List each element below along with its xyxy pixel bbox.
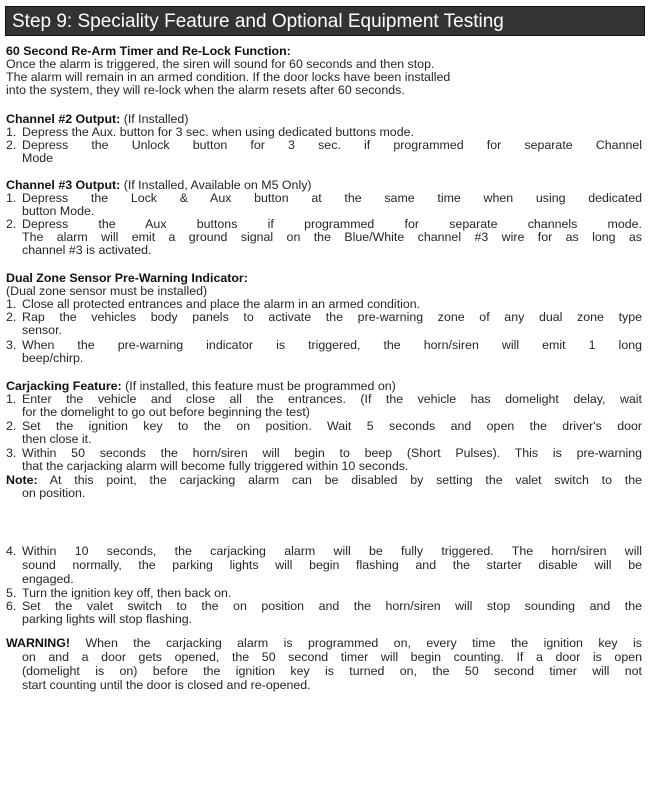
list-number: 2. <box>6 310 17 324</box>
carjack-item-text: Enter the vehicle and close all the entrances. (If the vehicle has domelight delay, wait <box>22 392 642 406</box>
list-number: 4. <box>6 544 17 558</box>
carjack-heading-row <box>6 379 396 393</box>
rearm-heading: 60 Second Re-Arm Timer and Re-Lock Function: <box>6 44 291 58</box>
dual-item-text: sensor. <box>22 323 62 337</box>
carjack-item-text: that the carjacking alarm will become fully triggered within 10 seconds. <box>22 459 409 473</box>
carjack-item-text: then close it. <box>22 432 92 446</box>
dual-item-text: Close all protected entrances and place the alarm in an armed condition. <box>22 297 421 311</box>
carjack-item-text: Within 10 seconds, the carjacking alarm will be fully triggered. The horn/siren will <box>22 544 642 558</box>
carjack-item-text: sound normally, the parking lights will begin flashing and the starter disable will be <box>22 558 642 572</box>
list-number: 3. <box>6 338 17 352</box>
warning-row <box>6 636 642 650</box>
carjack-note-text: on position. <box>22 486 86 500</box>
list-number: 2. <box>6 217 17 231</box>
list-number: 6. <box>6 599 17 613</box>
warning-text: start counting until the door is closed and re-opened. <box>22 678 311 692</box>
dual-item-text: beep/chirp. <box>22 351 84 365</box>
dual-note: (Dual zone sensor must be installed) <box>6 284 208 298</box>
rearm-line: into the system, they will re-lock when the alarm resets after 60 seconds. <box>6 83 405 97</box>
ch3-item-text: button Mode. <box>22 204 95 218</box>
ch3-item-text: channel #3 is activated. <box>22 243 152 257</box>
warning-text: on and a door gets opened, the 50 second timer will begin counting. If a door is open <box>22 650 642 664</box>
ch2-heading-row <box>6 112 188 126</box>
ch2-item-text: Mode <box>22 151 53 165</box>
ch3-heading-row <box>6 178 312 192</box>
note-label: Note: <box>6 473 38 487</box>
carjack-item-text: Within 50 seconds the horn/siren will begin to beep (Short Pulses). This is pre-warning <box>22 446 642 460</box>
carjack-note: (If installed, this feature must be programmed on) <box>121 379 396 393</box>
dual-heading: Dual Zone Sensor Pre-Warning Indicator: <box>6 271 248 285</box>
carjack-item-text: Set the valet switch to the on position and the horn/siren will stop sounding and the <box>22 599 642 613</box>
page-title-banner: Step 9: Speciality Feature and Optional Equipment Testing <box>5 6 645 36</box>
carjack-note-row <box>6 473 642 487</box>
ch3-item-text: The alarm will emit a ground signal on the Blue/White channel #3 wire for as long as <box>22 230 642 244</box>
rearm-line: The alarm will remain in an armed condition. If the door locks have been installed <box>6 70 451 84</box>
carjack-item-text: for the domelight to go out before beginning the test) <box>22 405 310 419</box>
list-number: 2. <box>6 419 17 433</box>
carjack-item-text: Turn the ignition key off, then back on. <box>22 586 232 600</box>
list-number: 1. <box>6 191 17 205</box>
warning-label: WARNING! <box>6 636 71 650</box>
list-number: 1. <box>6 297 17 311</box>
list-number: 5. <box>6 586 17 600</box>
ch2-heading: Channel #2 Output: <box>6 112 121 126</box>
ch3-heading: Channel #3 Output: <box>6 178 121 192</box>
warning-text: When the carjacking alarm is programmed on, every time the ignition key is <box>70 636 642 650</box>
carjack-heading: Carjacking Feature: <box>6 379 122 393</box>
list-number: 1. <box>6 392 17 406</box>
ch2-note: (If Installed) <box>120 112 189 126</box>
list-number: 3. <box>6 446 17 460</box>
ch3-note: (If Installed, Available on M5 Only) <box>120 178 312 192</box>
carjack-item-text: engaged. <box>22 572 74 586</box>
rearm-line: Once the alarm is triggered, the siren will sound for 60 seconds and then stop. <box>6 57 435 71</box>
dual-item-text: When the pre-warning indicator is triggered, the horn/siren will emit 1 long <box>22 338 642 352</box>
ch2-item-text: Depress the Aux. button for 3 sec. when using dedicated buttons mode. <box>22 125 414 139</box>
ch3-item-text: Depress the Aux buttons if programmed for separate channels mode. <box>22 217 642 231</box>
warning-text: (domelight is on) before the ignition key is turned on, the 50 second timer will not <box>22 664 642 678</box>
ch3-item-text: Depress the Lock & Aux button at the same time when using dedicated <box>22 191 642 205</box>
dual-item-text: Rap the vehicles body panels to activate the pre-warning zone of any dual zone type <box>22 310 642 324</box>
carjack-item-text: parking lights will stop flashing. <box>22 612 193 626</box>
list-number: 1. <box>6 125 17 139</box>
carjack-item-text: Set the ignition key to the on position. Wait 5 seconds and open the driver's door <box>22 419 642 433</box>
carjack-note-text: At this point, the carjacking alarm can be disabled by setting the valet switch to the <box>37 473 642 487</box>
list-number: 2. <box>6 138 17 152</box>
ch2-item-text: Depress the Unlock button for 3 sec. if programmed for separate Channel <box>22 138 642 152</box>
